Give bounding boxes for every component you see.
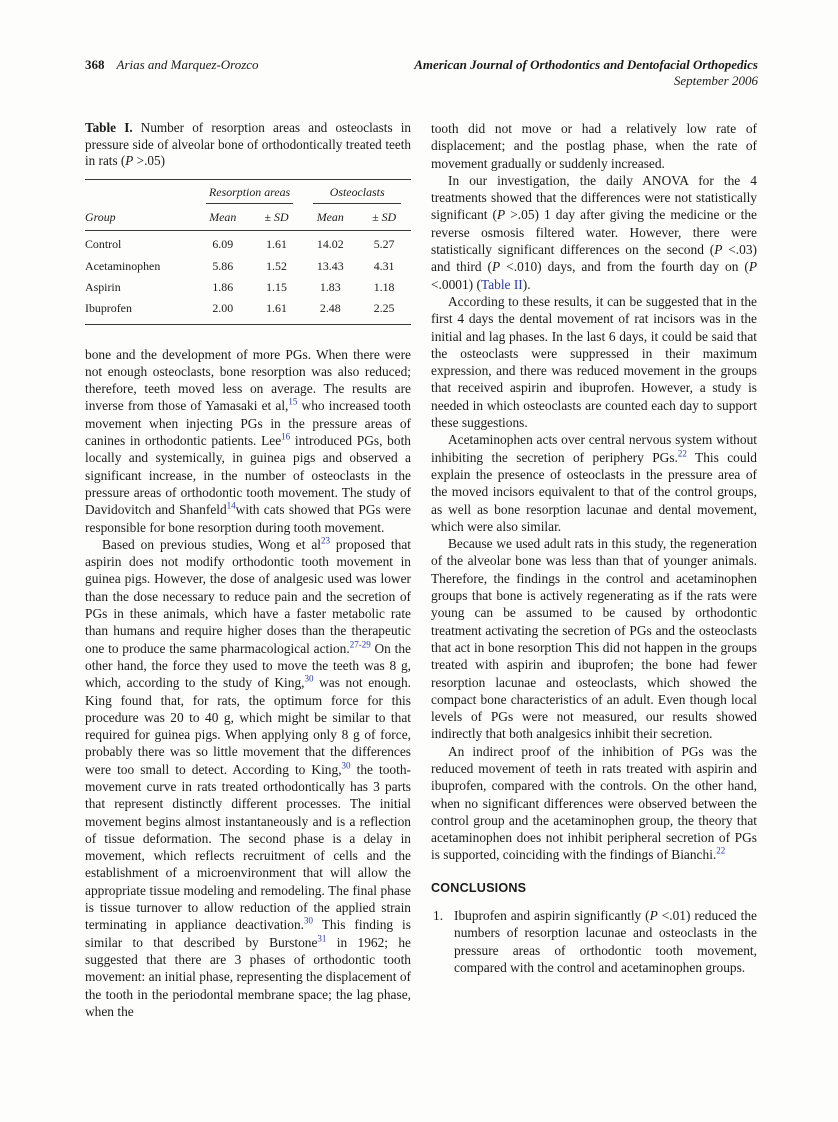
reference-citation-link[interactable]: 31 bbox=[317, 933, 327, 944]
cell-value: 2.00 bbox=[212, 301, 234, 316]
italic-text: P bbox=[125, 153, 134, 169]
table-cross-reference-link[interactable]: Table II bbox=[480, 276, 523, 292]
cell-value: 1.61 bbox=[266, 237, 287, 252]
cell-value: 2.48 bbox=[319, 301, 341, 316]
italic-text: P bbox=[748, 259, 757, 275]
reference-citation-link[interactable]: 30 bbox=[304, 915, 314, 926]
cell-value: 1.15 bbox=[266, 279, 287, 294]
table-label: Table I. bbox=[85, 120, 133, 135]
right-column bbox=[431, 120, 757, 1020]
cell-value: 4.31 bbox=[373, 258, 395, 273]
journal-title: American Journal of Orthodontics and Dentofacial Orthopedics bbox=[414, 57, 758, 72]
column-header-sd-2: ± SD bbox=[357, 206, 411, 231]
cell-value: 6.09 bbox=[212, 237, 234, 252]
group-header-osteoclasts: Osteoclasts bbox=[303, 179, 411, 206]
paragraph: Acetaminophen acts over central nervous system without inhibiting the secretion of periphery PGs.$^{22}$ This could explain the presence of osteoclasts in the pressure area of the moved incisors equivalent to that of the control groups, as well as bone resorption lacunae and dental movement, which were also similar. bbox=[431, 432, 757, 534]
cell-value: 1.83 bbox=[319, 279, 341, 294]
paragraph: Because we used adult rats in this study, the regeneration of the alveolar bone was less than that of younger animals. Therefore, the findings in the control and acetaminophen groups that bone is actively regenerating as if the rats were young can be assumed to be caused by orthodontic treatment activating the secretion of PGs and the osteoclasts that act in bone resorption This did not happen in the groups treated with aspirin and ibuprofen; the bone had fewer resorption lacunae and osteoclasts, which showed the compact bone characteristics of an adult. Even though local levels of PGs were not measured, our results showed indirectly that both analgesics inhibit their secretion. bbox=[431, 536, 757, 742]
issue-date: September 2006 bbox=[673, 73, 758, 88]
two-column-body bbox=[85, 120, 757, 1020]
header-right bbox=[414, 57, 758, 89]
header-left bbox=[85, 57, 259, 73]
table-caption bbox=[85, 120, 411, 170]
group-header-resorption-areas: Resorption areas bbox=[196, 179, 304, 206]
reference-citation-link[interactable]: 22 bbox=[677, 448, 687, 459]
italic-text: P bbox=[649, 908, 658, 924]
reference-citation-link[interactable]: 23 bbox=[321, 535, 330, 546]
cell-group: Control bbox=[85, 237, 122, 252]
paragraph: Based on previous studies, Wong et al$^{23}$ proposed that aspirin does not modify orthodontic tooth movement in guinea pigs. However, the dose of analgesic used was lower than the dose necessary to reduce pain and the secretion of PGs in these animals, which have a faster metabolic rate than humans and require higher doses than the therapeutic one to produce the same pharmacological action.$^{27-29}$ On the other hand, the force they used to move the teeth was 8 g, which, according to the study of King,$^{30}$ was not enough. King found that, for rats, the optimum force for this procedure was 20 to 40 g, which might be similar to that required for guinea pigs. When applying only 8 g of force, probably there was so little movement that the differences were too small to detect. According to King,$^{30}$ the tooth-movement curve in rats treated orthodontically has 3 parts that represent distinctly different processes. The initial movement begins almost instantaneously and is a reflection of tissue deformation. The second phase is a delay in movement, which reflects recruitment of cells and the establishment of a microenvironment that will allow the appropriate tissue modeling and remodeling. The final phase is tissue turnover to allow reduction of the applied strain terminating in appliance deactivation.$^{30}$ This finding is similar to that described by Burstone$^{31}$ in 1962; he suggested that there are 3 phases of orthodontic tooth movement: an initial phase, representing the displacement of the tooth in the periodontal membrane space; the lag phase, when the bbox=[85, 535, 412, 1019]
table-row bbox=[85, 298, 411, 324]
table-row bbox=[85, 231, 411, 256]
cell-value: 1.18 bbox=[373, 279, 395, 294]
running-header bbox=[85, 57, 758, 89]
reference-citation-link[interactable]: 30 bbox=[304, 673, 314, 684]
reference-citation-link[interactable]: 16 bbox=[281, 431, 291, 442]
column-header-sd-1: ± SD bbox=[250, 206, 304, 231]
italic-text: P bbox=[492, 259, 501, 275]
paragraph: According to these results, it can be suggested that in the first 4 days the dental movement of rat incisors was in the initial and lag phases. In the last 6 days, it could be said that the osteoclasts were suppressed in their maximum expression, and there was reduced movement in the groups that received aspirin and ibuprofen. However, a study is needed in which osteoclasts are counted each day to support these suggestions. bbox=[431, 293, 757, 431]
empty-corner-cell bbox=[85, 179, 196, 206]
cell-value: 1.61 bbox=[266, 301, 287, 316]
column-header-group: Group bbox=[85, 206, 196, 231]
column-header-mean-2: Mean bbox=[303, 206, 357, 231]
conclusions-heading: CONCLUSIONS bbox=[431, 880, 527, 895]
table-group-header-row bbox=[85, 179, 411, 206]
reference-citation-link[interactable]: 14 bbox=[226, 500, 236, 511]
cell-value: 5.86 bbox=[212, 258, 234, 273]
paragraph: tooth did not move or had a relatively low rate of displacement; and the postlag phase, when the rate of movement gradually or suddenly increased. bbox=[431, 121, 757, 171]
italic-text: P bbox=[714, 242, 723, 258]
table-row bbox=[85, 256, 411, 277]
paragraph: bone and the development of more PGs. When there were not enough osteoclasts, bone resorption was also reduced; therefore, teeth moved less on average. The results are inverse from those of Yamasaki et al,$^{15}$ who increased tooth movement when injecting PGs in the pressure areas of canines in orthodontic patients. Lee$^{16}$ introduced PGs, both locally and systemically, in guinea pigs and observed a significant increase, in the number of osteoclasts in the pressure areas of orthodontic tooth movement. The study of Davidovitch and Shanfeld$^{14}$with cats showed that PGs were responsible for bone resorption during tooth movement. bbox=[85, 346, 411, 535]
paragraph: An indirect proof of the inhibition of PGs was the reduced movement of teeth in rats treated with aspirin and ibuprofen, compared with the controls. On the other hand, when no significant differences were observed between the control group and the acetaminophen group, the theory that acetaminophen does not inhibit peripheral secretion of PGs is supported, coinciding with the findings of Bianchi.$^{22}$ bbox=[431, 743, 757, 863]
running-authors: Arias and Marquez-Orozco bbox=[116, 57, 259, 72]
table-column-header-row bbox=[85, 206, 411, 231]
cell-value: 1.52 bbox=[266, 258, 287, 273]
table-caption-text: Number of resorption areas and osteoclasts in pressure side of alveolar bone of orthodontically treated teeth in rats (P >.05) bbox=[85, 120, 412, 169]
cell-group: Acetaminophen bbox=[85, 258, 161, 273]
italic-text: P bbox=[497, 207, 506, 223]
cell-group: Ibuprofen bbox=[85, 301, 132, 316]
left-column bbox=[85, 120, 411, 1020]
column-header-mean-1: Mean bbox=[196, 206, 250, 231]
table-1-block bbox=[85, 120, 411, 325]
resorption-osteoclast-table bbox=[85, 179, 411, 325]
conclusion-item bbox=[431, 907, 757, 976]
list-number: 1. bbox=[433, 908, 444, 924]
cell-value: 2.25 bbox=[373, 301, 395, 316]
cell-value: 13.43 bbox=[316, 258, 344, 273]
cell-group: Aspirin bbox=[85, 279, 121, 294]
reference-citation-link[interactable]: 22 bbox=[716, 846, 726, 856]
reference-citation-link[interactable]: 15 bbox=[288, 396, 298, 407]
paragraph: In our investigation, the daily ANOVA for the 4 treatments showed that the differences were not statistically significant (P >.05) 1 day after giving the medicine or the reverse osmosis filtered water. However, there were statistically significant differences on the second (P <.03) and third (P <.010) days, and from the fourth day on (P <.0001) (Table II). bbox=[431, 172, 757, 292]
page-number: 368 bbox=[85, 57, 105, 72]
reference-citation-link[interactable]: 27-29 bbox=[349, 639, 371, 650]
table-row bbox=[85, 277, 411, 298]
conclusion-text: Ibuprofen and aspirin significantly (P <.01) reduced the numbers of resorption lacunae and osteoclasts in the pressure areas of orthodontic tooth movement, compared with the control and acetaminophen groups. bbox=[454, 908, 757, 975]
cell-value: 14.02 bbox=[316, 237, 344, 252]
cell-value: 1.86 bbox=[212, 279, 234, 294]
cell-value: 5.27 bbox=[373, 237, 395, 252]
reference-citation-link[interactable]: 30 bbox=[341, 760, 351, 771]
